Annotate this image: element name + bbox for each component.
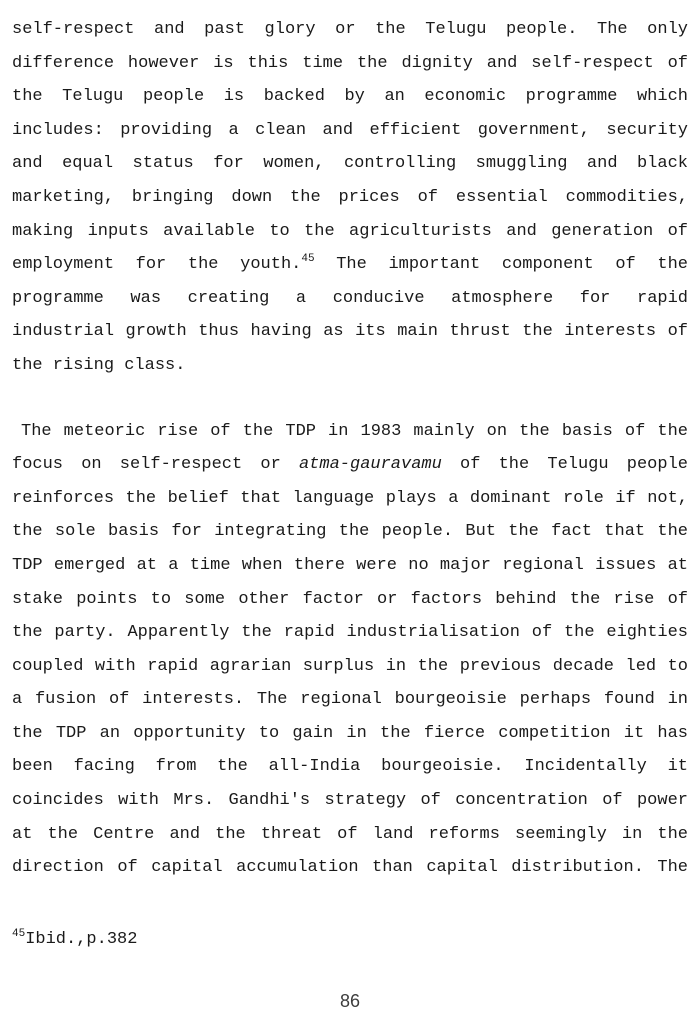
text-segment: self-respect and past glory or the Telugu people. The only (12, 20, 688, 39)
text-line (12, 13, 688, 47)
text-segment: been facing from the all-India bourgeoisie. Incidentally it (12, 757, 688, 777)
text-segment: focus on self-respect or (12, 455, 299, 475)
paragraph (12, 415, 688, 885)
text-line (12, 583, 688, 617)
text-line (12, 47, 688, 81)
text-segment: of the Telugu people (441, 455, 688, 475)
text-line (12, 80, 688, 114)
text-segment: the rising class. (12, 355, 186, 375)
text-line (12, 818, 688, 852)
text-segment: difference however is this time the dignity and self-respect of (12, 53, 688, 73)
text-line (12, 549, 688, 583)
text-segment: and equal status for women, controlling smuggling and black (12, 154, 688, 174)
text-line (12, 181, 688, 215)
text-line (12, 515, 688, 549)
text-segment: a fusion of interests. The regional bourgeoisie perhaps found in (12, 690, 688, 710)
text-line (12, 851, 688, 885)
text-segment: includes: providing a clean and efficient government, security (12, 120, 688, 140)
text-segment: marketing, bringing down the prices of essential commodities, (12, 187, 688, 207)
text-segment: stake points to some other factor or factors behind the rise of (12, 589, 688, 609)
text-line (12, 448, 688, 482)
text-segment: employment for the youth. (12, 255, 302, 275)
text-segment: reinforces the belief that language plays a dominant role if not, (12, 488, 688, 508)
text-line (12, 415, 688, 449)
footnote (12, 927, 137, 953)
text-line (12, 784, 688, 818)
text-segment: coincides with Mrs. Gandhi's strategy of concentration of power (12, 791, 688, 811)
text-line (12, 683, 688, 717)
text-line (12, 315, 688, 349)
text-segment: direction of capital accumulation than capital distribution. The (12, 858, 688, 878)
text-line (12, 282, 688, 316)
italic-term: atma-gauravamu (298, 455, 442, 475)
footnote-ref: 45 (301, 253, 315, 266)
text-line (12, 349, 688, 383)
text-segment: The meteoric rise of the TDP in 1983 mainly on the basis of the (21, 421, 688, 441)
text-segment: the Telugu people is backed by an economic programme which (12, 87, 688, 107)
text-segment: the TDP an opportunity to gain in the fierce competition it has (12, 723, 688, 743)
text-line (12, 717, 688, 751)
footnote-ref: 45 (12, 928, 26, 940)
text-segment: at the Centre and the threat of land reforms seemingly in the (12, 824, 688, 844)
text-segment: industrial growth thus having as its main thrust the interests of (12, 322, 688, 342)
text-line (12, 215, 688, 249)
text-segment: the party. Apparently the rapid industrialisation of the eighties (12, 623, 688, 643)
text-segment: Ibid.,p.382 (25, 930, 138, 949)
text-line (12, 750, 688, 784)
text-line (12, 248, 688, 282)
text-line (12, 482, 688, 516)
text-line (12, 114, 688, 148)
text-line (12, 147, 688, 181)
text-segment: The important component of the (314, 255, 688, 275)
page-number: 86 (339, 991, 361, 1011)
text-segment: coupled with rapid agrarian surplus in the previous decade led to (12, 656, 688, 676)
text-segment: programme was creating a conducive atmosphere for rapid (12, 288, 688, 308)
text-segment: the sole basis for integrating the people. But the fact that the (12, 522, 688, 542)
text-line (12, 650, 688, 684)
text-block (12, 13, 688, 885)
paragraph (12, 13, 688, 383)
text-line (12, 616, 688, 650)
text-segment: TDP emerged at a time when there were no major regional issues at (12, 555, 688, 575)
text-segment: making inputs available to the agriculturists and generation of (12, 221, 688, 241)
